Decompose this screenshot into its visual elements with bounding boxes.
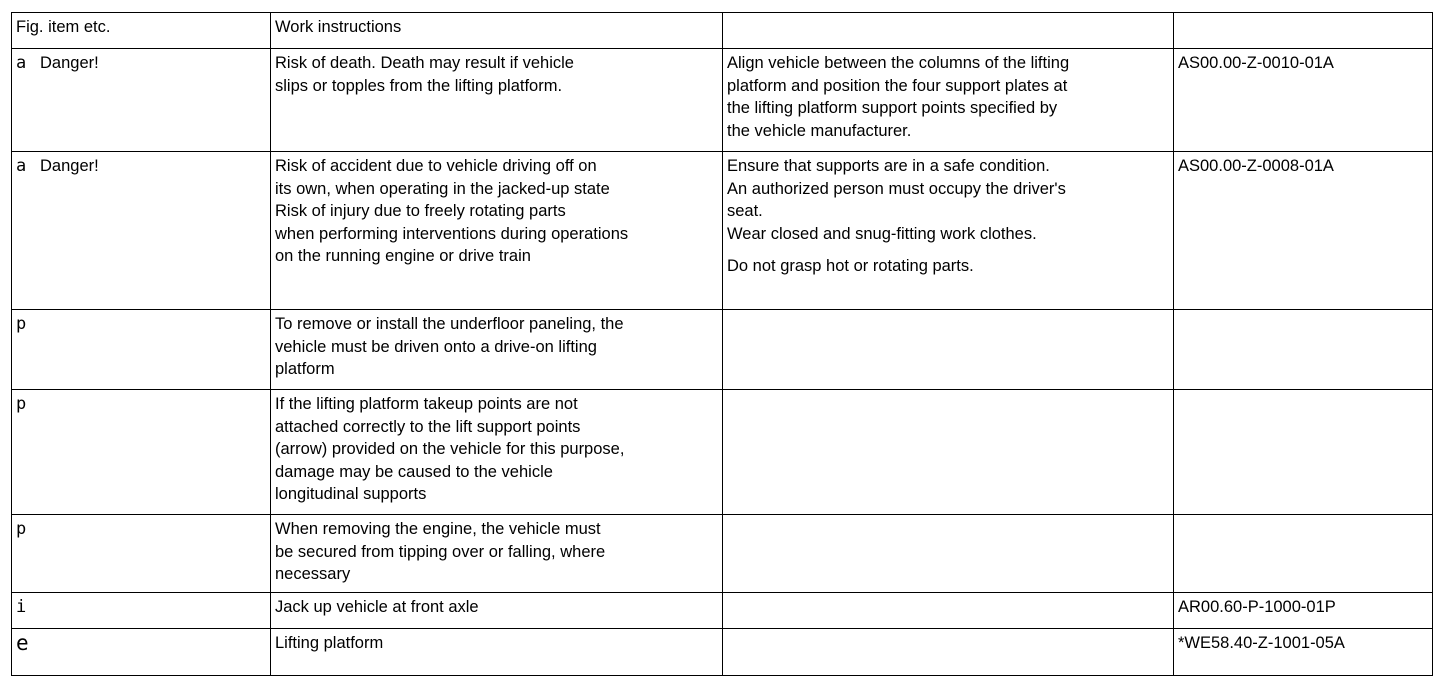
reference-link[interactable]: AR00.60-P-1000-01P	[1178, 598, 1336, 616]
reference-link[interactable]: *WE58.40-Z-1001-05A	[1178, 634, 1345, 652]
fig-item-cell	[12, 390, 271, 515]
header-col3	[723, 13, 1174, 49]
reference-cell	[1174, 390, 1433, 515]
danger-symbol: a	[16, 53, 27, 73]
danger-label: Danger!	[40, 54, 99, 72]
header-row	[12, 13, 1433, 49]
info-symbol: i	[16, 597, 27, 617]
fig-item-cell	[12, 152, 271, 310]
reference-cell	[1174, 49, 1433, 152]
danger-symbol: a	[16, 156, 27, 176]
reference-cell	[1174, 515, 1433, 593]
reference-link[interactable]: AS00.00-Z-0008-01A	[1178, 157, 1334, 175]
action-text: Align vehicle between the columns of the lifting platform and position the four support plates at the lifting platform support points specified by the vehicle manufacturer.	[727, 54, 1070, 140]
table-row	[12, 515, 1433, 593]
header-fig-item: Fig. item etc.	[12, 13, 271, 49]
table-row	[12, 593, 1433, 629]
reference-cell	[1174, 152, 1433, 310]
table-row	[12, 152, 1433, 310]
instruction-cell: Risk of death. Death may result if vehicle slips or topples from the lifting platform.	[271, 49, 723, 152]
header-col4	[1174, 13, 1433, 49]
instruction-cell: Risk of accident due to vehicle driving off on its own, when operating in the jacked-up state Risk of injury due to freely rotating parts when performing interventions during operations on the running engine or drive train	[271, 152, 723, 310]
table-row	[12, 629, 1433, 676]
action-text: Ensure that supports are in a safe condition. An authorized person must occupy the driver's seat. Wear closed and snug-fitting work clothes.	[727, 157, 1066, 243]
instruction-cell: Lifting platform	[271, 629, 723, 676]
fig-item-cell	[12, 49, 271, 152]
action-cell	[723, 629, 1174, 676]
action-cell	[723, 593, 1174, 629]
instruction-cell: If the lifting platform takeup points are not attached correctly to the lift support points (arrow) provided on the vehicle for this purpose, damage may be caused to the vehicle longitudinal supports	[271, 390, 723, 515]
action-cell	[723, 390, 1174, 515]
fig-item-cell	[12, 515, 271, 593]
equipment-symbol: e	[16, 631, 29, 655]
table-row	[12, 49, 1433, 152]
note-symbol: p	[16, 394, 27, 414]
danger-label: Danger!	[40, 157, 99, 175]
note-symbol: p	[16, 314, 27, 334]
fig-item-cell	[12, 629, 271, 676]
work-instructions-table	[11, 12, 1433, 676]
instruction-cell: To remove or install the underfloor paneling, the vehicle must be driven onto a drive-on lifting platform	[271, 310, 723, 390]
action-cell	[723, 49, 1174, 152]
reference-cell	[1174, 593, 1433, 629]
fig-item-cell	[12, 310, 271, 390]
action-text-secondary: Do not grasp hot or rotating parts.	[727, 257, 974, 275]
action-cell	[723, 152, 1174, 310]
action-cell	[723, 310, 1174, 390]
reference-link[interactable]: AS00.00-Z-0010-01A	[1178, 54, 1334, 72]
table-row	[12, 310, 1433, 390]
instruction-cell: Jack up vehicle at front axle	[271, 593, 723, 629]
reference-cell	[1174, 629, 1433, 676]
action-cell	[723, 515, 1174, 593]
header-work-instructions: Work instructions	[271, 13, 723, 49]
table-row	[12, 390, 1433, 515]
note-symbol: p	[16, 519, 27, 539]
instruction-cell: When removing the engine, the vehicle must be secured from tipping over or falling, where necessary	[271, 515, 723, 593]
fig-item-cell	[12, 593, 271, 629]
reference-cell	[1174, 310, 1433, 390]
